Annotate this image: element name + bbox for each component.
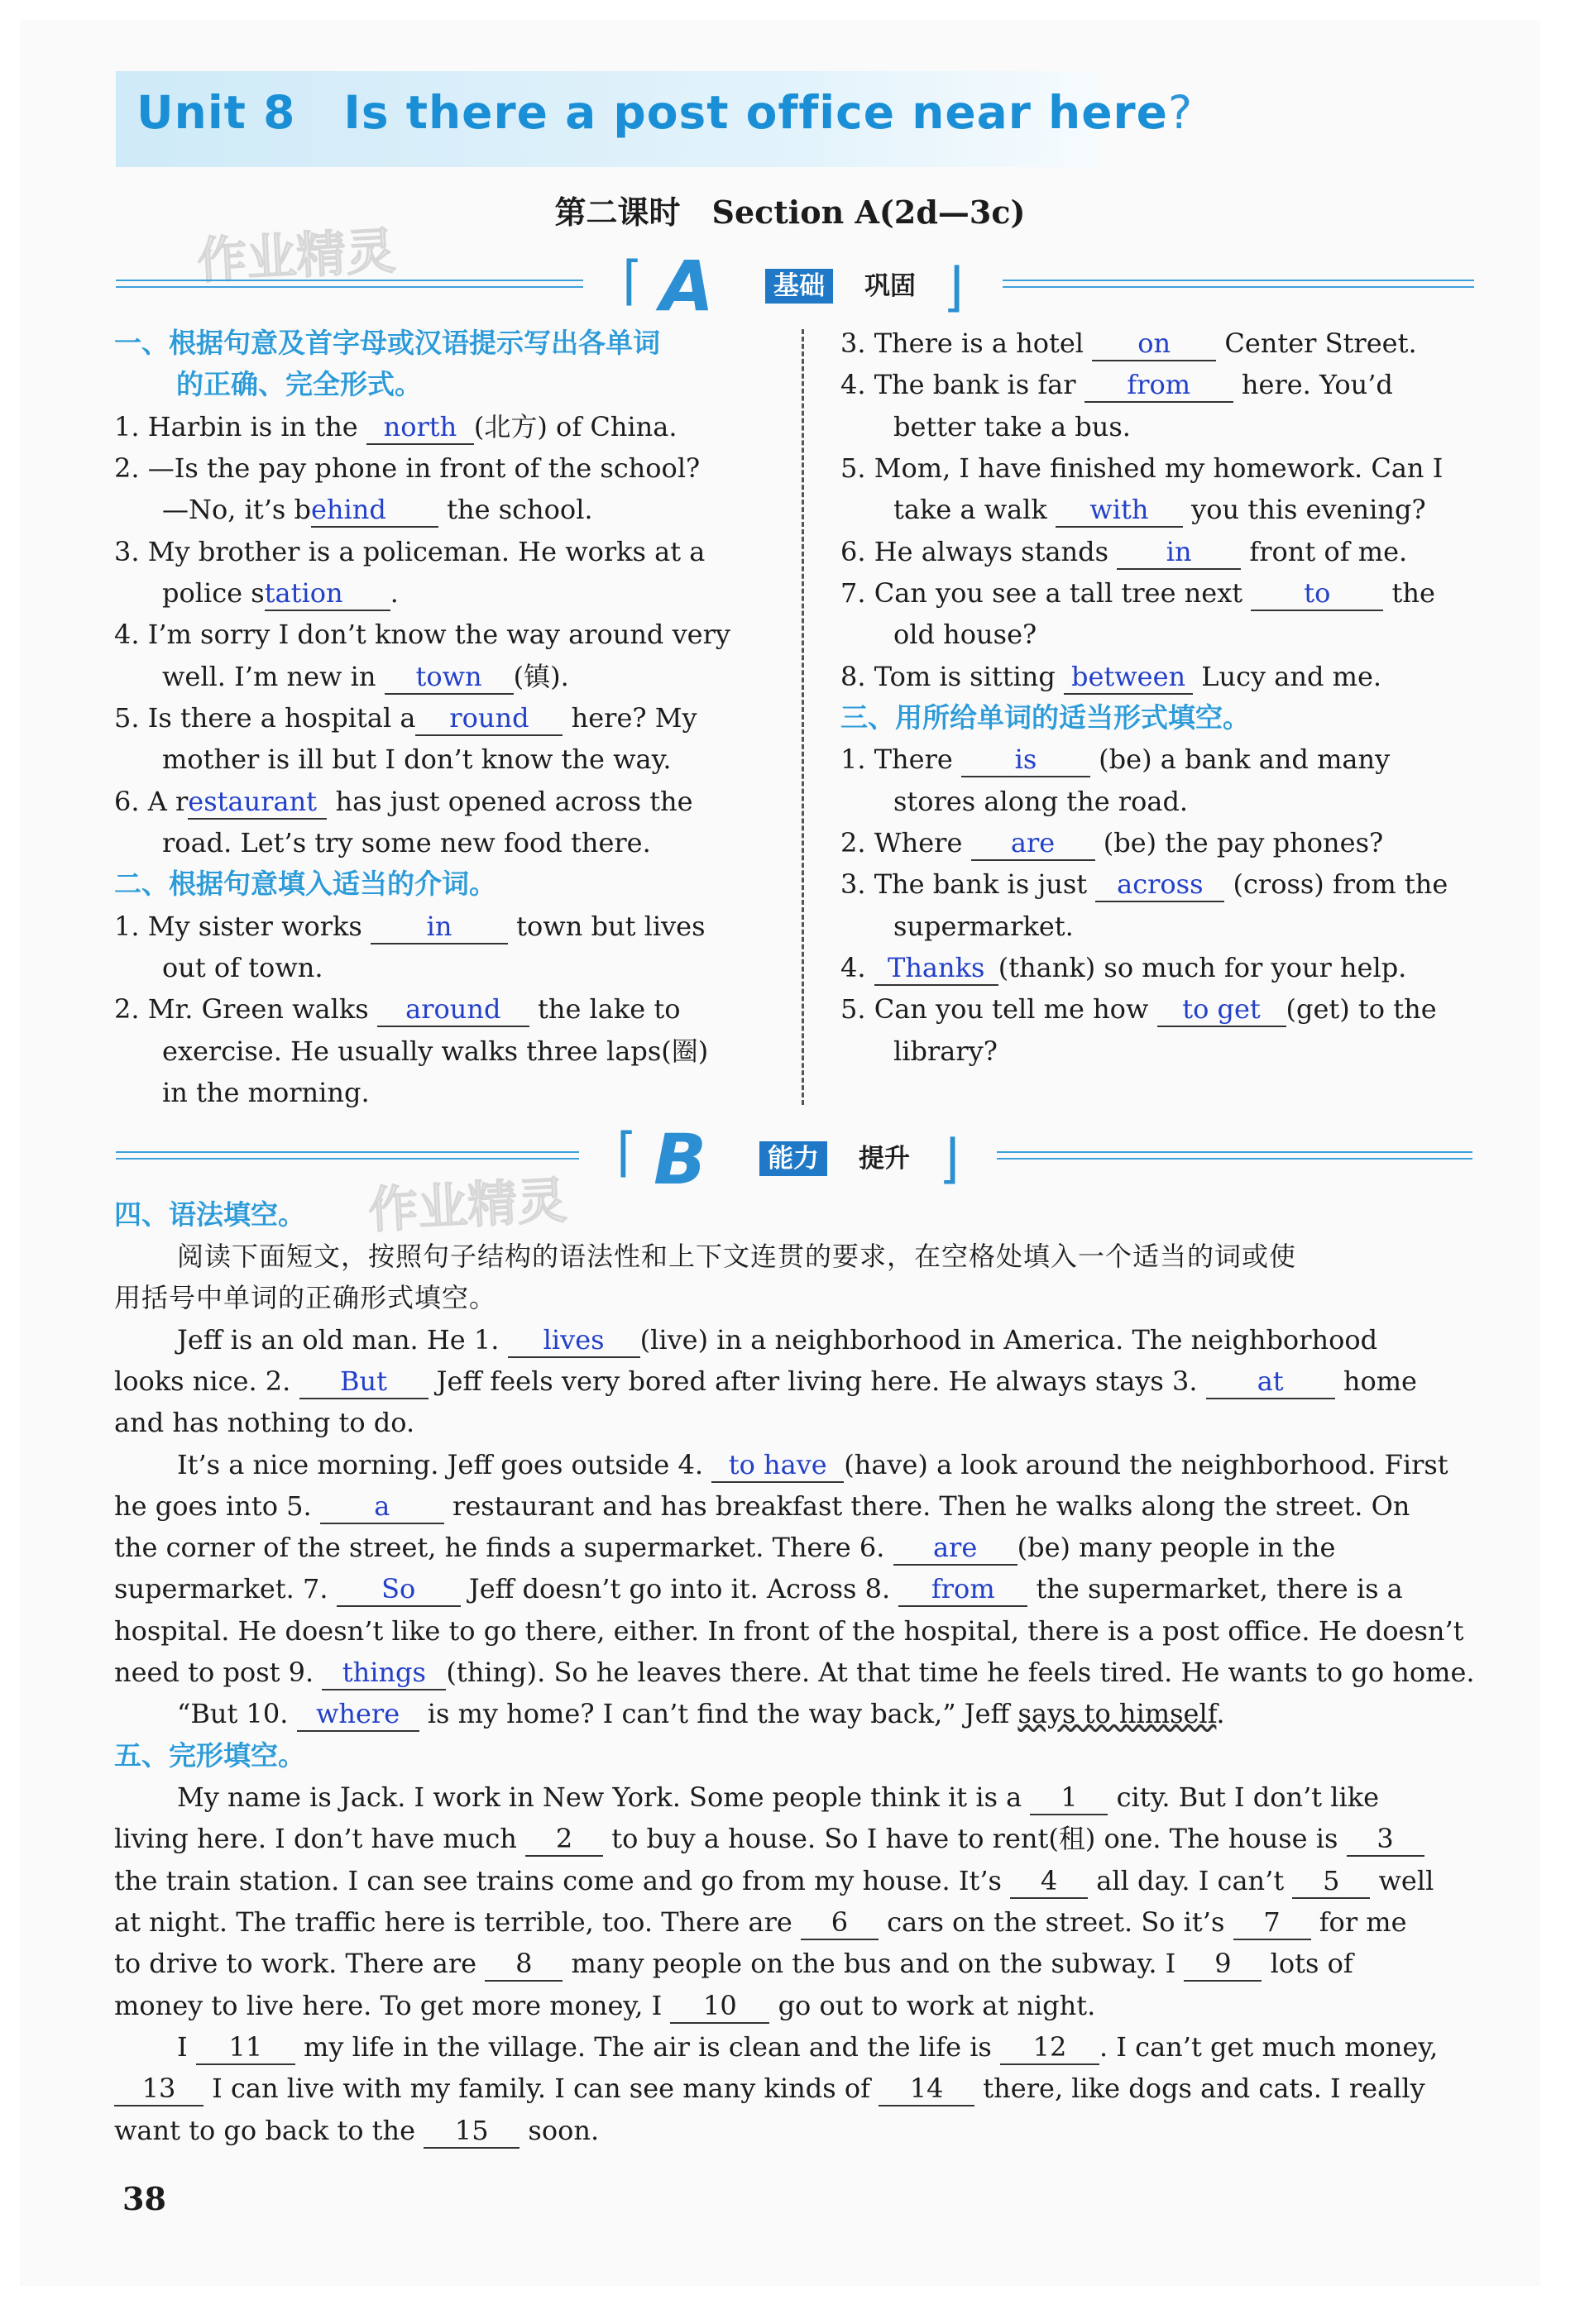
passage-line: “But 10. where is my home? I can’t find the way back,” Jeff says to himself.: [177, 1693, 1225, 1734]
answer-blank: things: [322, 1656, 446, 1690]
part-b-subtag: 提升: [859, 1144, 910, 1174]
question-line: 3. My brother is a policeman. He works at a: [114, 536, 706, 567]
cloze-blank: 11: [196, 2030, 295, 2065]
passage-line: and has nothing to do.: [114, 1407, 415, 1438]
answer-blank: estaurant: [188, 785, 327, 820]
answer-blank: are: [971, 826, 1095, 861]
divider-line-right: [1003, 280, 1474, 288]
answer-blank: in: [371, 910, 508, 944]
unit-label: Unit 8: [136, 86, 296, 139]
question-line: exercise. He usually walks three laps(圈): [162, 1035, 709, 1067]
passage-line: My name is Jack. I work in New York. Some people think it is a 1 city. But I don’t like: [177, 1776, 1379, 1818]
answer-blank: So: [337, 1572, 461, 1607]
answer-blank: with: [1056, 493, 1183, 528]
section-heading: 的正确、完全形式。: [176, 368, 422, 400]
passage-line: living here. I don’t have much 2 to buy a house. So I have to rent(租) one. The house is 3: [114, 1818, 1424, 1859]
answer-blank: a: [320, 1490, 444, 1524]
question-line: police station .: [162, 572, 399, 614]
question-line: 3. There is a hotel on Center Street.: [840, 323, 1417, 364]
passage-line: I 11 my life in the village. The air is clean and the life is 12 . I can’t get much money,: [177, 2026, 1438, 2068]
bracket-left: ⌈: [622, 251, 643, 312]
instruction-line: 阅读下面短文，按照句子结构的语法性和上下文连贯的要求，在空格处填入一个适当的词或使: [177, 1241, 1297, 1272]
question-mark: ?: [1167, 86, 1194, 139]
instruction-line: 用括号中单词的正确形式填空。: [114, 1282, 497, 1313]
question-line: old house?: [893, 619, 1037, 650]
bracket-right: ⌋: [939, 1129, 960, 1190]
passage-line: at night. The traffic here is terrible, too. There are 6 cars on the street. So it’s 7 for me: [114, 1901, 1407, 1943]
passage-line: money to live here. To get more money, I 10 go out to work at night.: [114, 1985, 1095, 2026]
section-heading: 四、语法填空。: [114, 1198, 305, 1231]
cloze-blank: 5: [1292, 1864, 1370, 1899]
watermark-logo: 作业精灵: [195, 222, 397, 291]
passage-line: 13 I can live with my family. I can see many kinds of 14 there, like dogs and cats. I really: [114, 2068, 1425, 2109]
question-line: out of town.: [162, 952, 323, 983]
answer-blank: between: [1064, 660, 1193, 695]
question-line: 3. The bank is just across (cross) from the: [840, 863, 1448, 905]
answer-blank: north: [366, 410, 474, 445]
unit-heading: Is there a post office near here: [343, 86, 1168, 139]
question-line: supermarket.: [893, 911, 1074, 942]
answer-blank: Thanks: [874, 951, 998, 986]
divider-line-left: [116, 1151, 579, 1160]
passage-line: It’s a nice morning. Jeff goes outside 4. to have (have) a look around the neighborhood. First: [177, 1444, 1448, 1485]
answer-blank: ehind: [311, 493, 438, 528]
question-line: 4. Thanks (thank) so much for your help.: [840, 947, 1406, 988]
column-separator: [802, 329, 804, 1105]
section-heading: 五、完形填空。: [114, 1739, 305, 1772]
part-b-letter: B: [654, 1119, 707, 1200]
section-heading: 三、用所给单词的适当形式填空。: [840, 701, 1250, 734]
part-a-subtag: 巩固: [864, 271, 916, 301]
answer-blank: on: [1092, 327, 1216, 361]
question-line: library?: [893, 1035, 998, 1067]
cloze-blank: 3: [1347, 1822, 1424, 1857]
cloze-blank: 10: [670, 1989, 769, 2024]
question-line: road. Let’s try some new food there.: [162, 827, 651, 858]
bracket-right: ⌋: [943, 257, 964, 318]
cloze-blank: 1: [1030, 1781, 1108, 1815]
answer-blank: to: [1251, 576, 1383, 611]
passage-line: looks nice. 2. But Jeff feels very bored after living here. He always stays 3. at home: [114, 1360, 1417, 1402]
question-line: in the morning.: [162, 1077, 370, 1108]
answer-blank: town: [385, 660, 514, 695]
question-line: 2. —Is the pay phone in front of the school?: [114, 452, 701, 484]
answer-blank: across: [1095, 868, 1224, 902]
cloze-blank: 8: [485, 1947, 563, 1982]
part-b-tag: 能力: [759, 1141, 827, 1176]
watermark-logo: 作业精灵: [366, 1171, 568, 1241]
answer-blank: to get: [1157, 992, 1286, 1027]
answer-blank: from: [1084, 368, 1233, 403]
cloze-blank: 7: [1233, 1906, 1311, 1940]
question-line: 5. Can you tell me how to get (get) to the: [840, 988, 1437, 1030]
passage-line: Jeff is an old man. He 1. lives (live) in a neighborhood in America. The neighborhood: [177, 1319, 1377, 1360]
cloze-blank: 6: [801, 1906, 879, 1940]
cloze-blank: 9: [1184, 1947, 1262, 1982]
question-line: 8. Tom is sitting between Lucy and me.: [840, 656, 1381, 697]
passage-line: hospital. He doesn’t like to go there, either. In front of the hospital, there is a post office. He doesn’t: [114, 1615, 1464, 1647]
passage-line: he goes into 5. a restaurant and has breakfast there. Then he walks along the street. On: [114, 1485, 1410, 1527]
question-line: well. I’m new in town (镇).: [162, 656, 569, 697]
passage-line: to drive to work. There are 8 many people on the bus and on the subway. I 9 lots of: [114, 1943, 1353, 1984]
page-number: 38: [122, 2180, 166, 2217]
cloze-blank: 13: [114, 2072, 203, 2106]
question-line: 1. My sister works in town but lives: [114, 906, 706, 947]
part-a-tag: 基础: [765, 269, 833, 304]
passage-line: want to go back to the 15 soon.: [114, 2110, 599, 2151]
question-line: mother is ill but I don’t know the way.: [162, 744, 672, 775]
answer-blank: tation: [265, 576, 390, 611]
answer-blank: But: [299, 1365, 429, 1399]
question-line: 2. Where are (be) the pay phones?: [840, 822, 1383, 863]
passage-line: supermarket. 7. So Jeff doesn’t go into it. Across 8. from the supermarket, there is a: [114, 1568, 1403, 1609]
question-line: take a walk with you this evening?: [893, 489, 1426, 530]
passage-line: the corner of the street, he finds a supermarket. There 6. are (be) many people in the: [114, 1527, 1335, 1568]
answer-blank: lives: [508, 1323, 640, 1358]
question-line: better take a bus.: [893, 411, 1131, 442]
passage-line: need to post 9. things (thing). So he leaves there. At that time he feels tired. He wants to go home.: [114, 1652, 1475, 1693]
divider-line-left: [116, 280, 583, 288]
answer-blank: in: [1117, 535, 1241, 570]
answer-blank: at: [1206, 1365, 1335, 1399]
section-heading: 二、根据句意填入适当的介词。: [114, 868, 496, 900]
question-line: 5. Mom, I have finished my homework. Can I: [840, 452, 1444, 484]
cloze-blank: 12: [1000, 2030, 1099, 2065]
unit-title: [136, 86, 1193, 139]
answer-blank: where: [297, 1697, 419, 1732]
answer-blank: round: [415, 701, 563, 736]
passage-line: the train station. I can see trains come and go from my house. It’s 4 all day. I can’t 5 well: [114, 1860, 1434, 1901]
question-line: 4. The bank is far from here. You’d: [840, 364, 1393, 405]
question-line: 4. I’m sorry I don’t know the way around very: [114, 619, 730, 650]
question-line: stores along the road.: [893, 786, 1189, 817]
answer-blank: around: [377, 992, 529, 1027]
question-line: 1. There is (be) a bank and many: [840, 739, 1390, 780]
answer-blank: is: [961, 743, 1090, 777]
section-heading: 一、根据句意及首字母或汉语提示写出各单词: [114, 327, 660, 359]
bracket-left: ⌈: [616, 1122, 637, 1184]
question-line: 5. Is there a hospital a round here? My: [114, 697, 697, 739]
question-line: 7. Can you see a tall tree next to the: [840, 572, 1435, 614]
cloze-blank: 2: [525, 1822, 603, 1857]
divider-line-right: [997, 1151, 1472, 1160]
question-line: 2. Mr. Green walks around the lake to: [114, 988, 680, 1030]
question-line: 1. Harbin is in the north (北方) of China.: [114, 406, 677, 447]
lesson-title: 第二课时 Section A(2d—3c): [554, 194, 1026, 231]
question-line: 6. A restaurant has just opened across the: [114, 781, 693, 822]
answer-blank: from: [898, 1572, 1027, 1607]
underlined-phrase: says to himself: [1017, 1698, 1217, 1729]
answer-blank: to have: [711, 1448, 844, 1483]
part-a-letter: A: [660, 246, 715, 327]
answer-blank: are: [893, 1531, 1017, 1566]
question-line: 6. He always stands in front of me.: [840, 531, 1407, 572]
cloze-blank: 15: [424, 2114, 519, 2149]
cloze-blank: 4: [1010, 1864, 1088, 1899]
question-line: —No, it’s behind the school.: [162, 489, 593, 530]
cloze-blank: 14: [879, 2072, 974, 2106]
